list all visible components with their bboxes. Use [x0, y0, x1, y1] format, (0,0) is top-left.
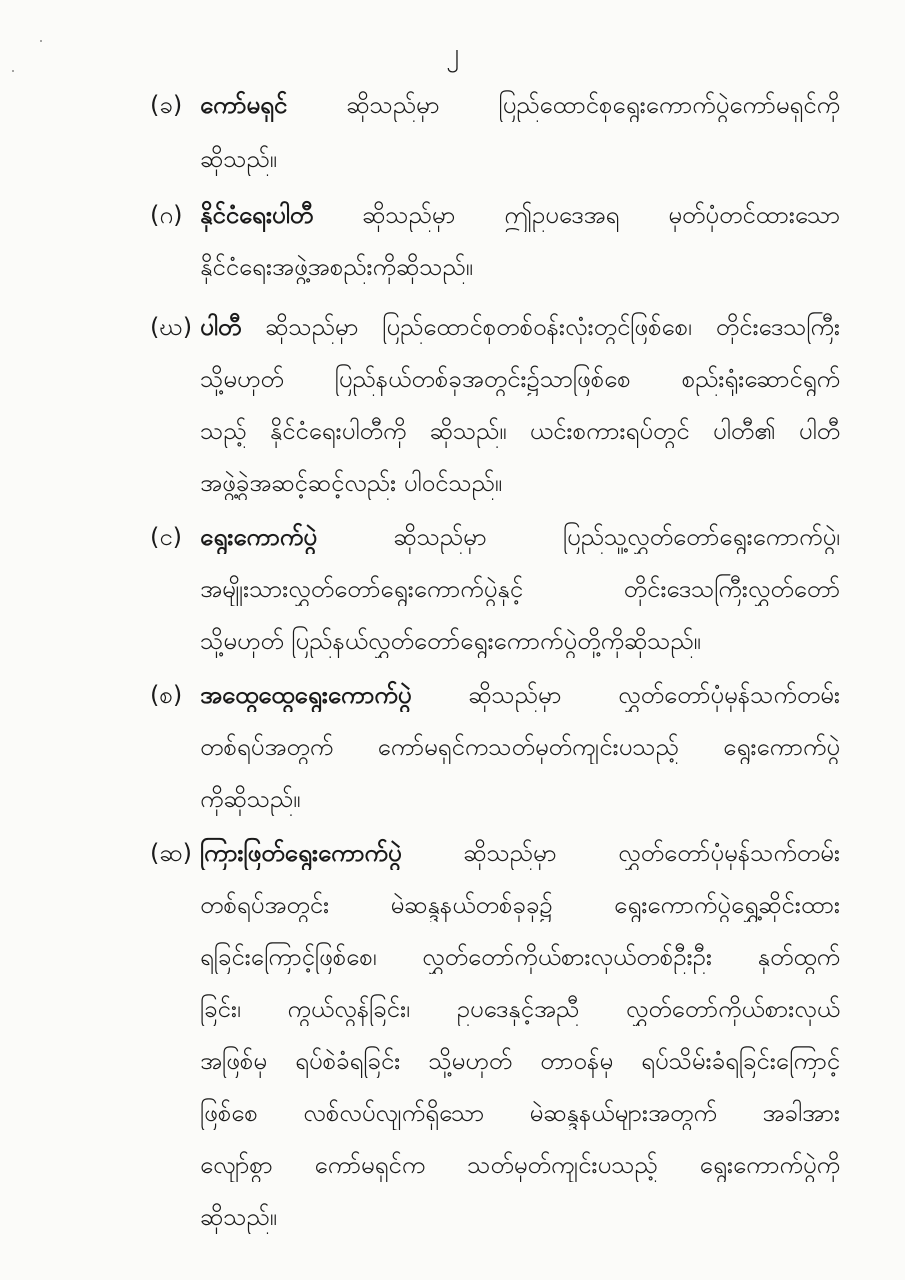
- definition-line: ရခြင်းကြောင့်ဖြစ်စေ၊ လွှတ်တော်ကိုယ်စားလှယ်တစ်ဦးဦး နုတ်ထွက်: [200, 943, 840, 971]
- definition-line: သို့မဟုတ် ပြည်နယ်တစ်ခုအတွင်း၌သာဖြစ်စေ စည်းရုံးဆောင်ရွက်: [200, 365, 840, 393]
- definition-line: အမျိုးသားလွှတ်တော်ရွေးကောက်ပွဲနှင့် တိုင်းဒေသကြီးလွှတ်တော်: [200, 575, 840, 603]
- definition-line: ဆိုသည်။: [200, 1203, 277, 1231]
- definition-line: တစ်ရပ်အတွက် ကော်မရှင်ကသတ်မှတ်ကျင်းပသည့် ရွေးကောက်ပွဲ: [200, 733, 840, 761]
- definition-number: (ဆ): [150, 839, 192, 867]
- definition-line: [200, 678, 840, 712]
- definition-line: ဆိုသည်။: [200, 145, 277, 173]
- definition-line: တစ်ရပ်အတွင်း မဲဆန္ဒနယ်တစ်ခုခု၌ ရွေးကောက်ပွဲရွှေ့ဆိုင်းထား: [200, 891, 840, 919]
- definition-text: ဆိုသည်မှာ ပြည်သူ့လွှတ်တော်ရွေးကောက်ပွဲ၊: [393, 523, 840, 551]
- definition-term: ကော်မရှင်: [200, 91, 288, 119]
- definition-number: (ဃ): [150, 313, 193, 341]
- definition-term: ကြားဖြတ်ရွေးကောက်ပွဲ: [200, 839, 402, 867]
- definition-line: ဖြစ်စေ လစ်လပ်လျက်ရှိသော မဲဆန္ဒနယ်များအတွက် အခါအား: [200, 1099, 840, 1127]
- definition-text: ဆိုသည်မှာ ပြည်ထောင်စုတစ်ဝန်းလုံးတွင်ဖြစ်စေ၊ တိုင်းဒေသကြီး: [265, 313, 840, 341]
- definition-term: နိုင်ငံရေးပါတီ: [200, 201, 314, 229]
- definition-number: (ဂ): [150, 201, 183, 229]
- definition-number: (ခ): [150, 91, 183, 119]
- definition-line: အဖြစ်မှ ရပ်စဲခံရခြင်း သို့မဟုတ် တာဝန်မှ ရပ်သိမ်းခံရခြင်းကြောင့်: [200, 1047, 840, 1075]
- definition-line: [200, 520, 840, 554]
- definition-line: လျော်စွာ ကော်မရှင်က သတ်မှတ်ကျင်းပသည့် ရွေးကောက်ပွဲကို: [200, 1151, 840, 1179]
- page-number: ၂: [446, 38, 459, 68]
- definition-term: အထွေထွေရွေးကောက်ပွဲ: [200, 681, 412, 709]
- definition-line: နိုင်ငံရေးအဖွဲ့အစည်းကိုဆိုသည်။: [200, 253, 473, 281]
- definition-text: ဆိုသည်မှာ လွှတ်တော်ပုံမှန်သက်တမ်း: [468, 681, 840, 709]
- definition-line: သို့မဟုတ် ပြည်နယ်လွှတ်တော်ရွေးကောက်ပွဲတို့ကိုဆိုသည်။: [200, 627, 701, 655]
- definition-line: [200, 198, 840, 232]
- definition-number: (င): [150, 523, 183, 551]
- definition-line: သည့် နိုင်ငံရေးပါတီကို ဆိုသည်။ ယင်းစကားရပ်တွင် ပါတီ၏ ပါတီ: [200, 417, 840, 445]
- definition-line: [200, 310, 840, 344]
- definition-line: ခြင်း၊ ကွယ်လွန်ခြင်း၊ ဥပဒေနှင့်အညီ လွှတ်တော်ကိုယ်စားလှယ်: [200, 995, 840, 1023]
- definition-text: ဆိုသည်မှာ ဤဥပဒေအရ မှတ်ပုံတင်ထားသော: [362, 201, 840, 229]
- definition-line: [200, 836, 840, 870]
- definition-text: ဆိုသည်မှာ ပြည်ထောင်စုရွေးကောက်ပွဲကော်မရှင်ကို: [346, 91, 840, 119]
- definition-number: (စ): [150, 681, 183, 709]
- definition-text: ဆိုသည်မှာ လွှတ်တော်ပုံမှန်သက်တမ်း: [463, 839, 840, 867]
- scan-speck: [12, 70, 14, 72]
- definition-line: ကိုဆိုသည်။: [200, 785, 301, 813]
- definition-line: [200, 88, 840, 122]
- definition-term: ရွေးကောက်ပွဲ: [200, 523, 317, 551]
- definition-term: ပါတီ: [200, 313, 242, 341]
- definition-line: အဖွဲ့ခွဲအဆင့်ဆင့်လည်း ပါဝင်သည်။: [200, 469, 503, 497]
